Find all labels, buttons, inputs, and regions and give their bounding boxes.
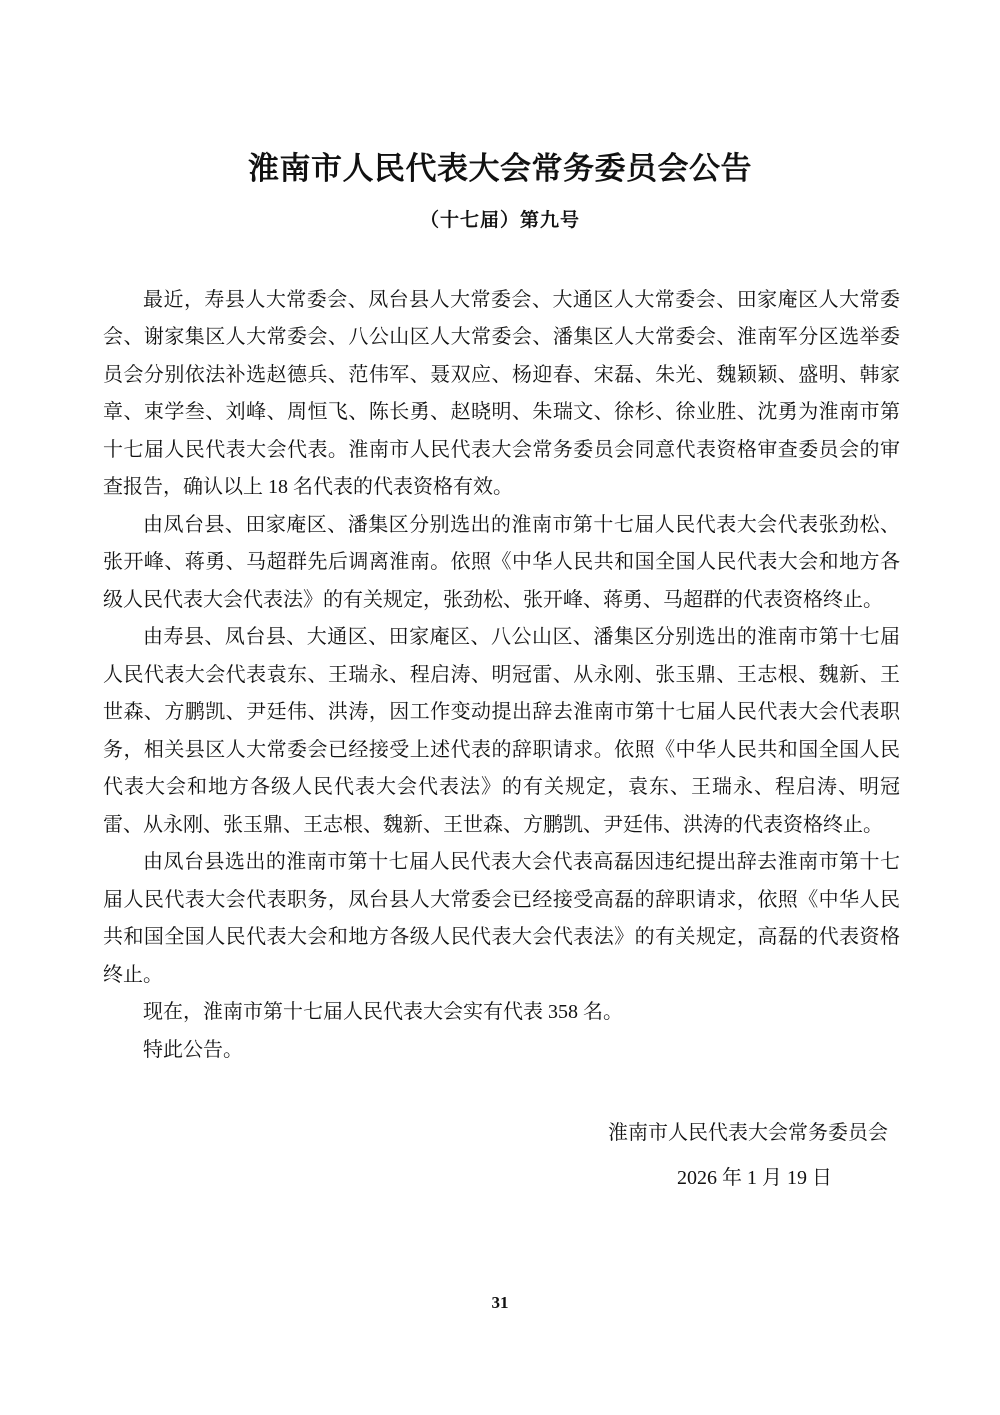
paragraph-1: 最近，寿县人大常委会、凤台县人大常委会、大通区人大常委会、田家庵区人大常委会、谢家集区人大常委会、八公山区人大常委会、潘集区人大常委会、淮南军分区选举委员会分别依法补选赵德兵、范伟军、聂双应、杨迎春、宋磊、朱光、魏颖颖、盛明、韩家章、束学叁、刘峰、周恒飞、陈长勇、赵晓明、朱瑞文、徐杉、徐业胜、沈勇为淮南市第十七届人民代表大会代表。淮南市人民代表大会常务委员会同意代表资格审查委员会的审查报告，确认以上 18 名代表的代表资格有效。 <box>103 288 900 499</box>
page-number: 31 <box>491 1293 509 1312</box>
document-title: 淮南市人民代表大会常务委员会公告 <box>248 151 752 186</box>
document-body <box>103 282 900 1070</box>
paragraph-5: 现在，淮南市第十七届人民代表大会实有代表 358 名。 <box>143 1001 623 1024</box>
paragraph-3: 由寿县、凤台县、大通区、田家庵区、八公山区、潘集区分别选出的淮南市第十七届人民代表大会代表袁东、王瑞永、程启涛、明冠雷、从永刚、张玉鼎、王志根、魏新、王世森、方鹏凯、尹廷伟、洪涛，因工作变动提出辞去淮南市第十七届人民代表大会代表职务，相关县区人大常委会已经接受上述代表的辞职请求。依照《中华人民共和国全国人民代表大会和地方各级人民代表大会代表法》的有关规定，袁东、王瑞永、程启涛、明冠雷、从永刚、张玉鼎、王志根、魏新、王世森、方鹏凯、尹廷伟、洪涛的代表资格终止。 <box>103 626 900 836</box>
paragraph-2: 由凤台县、田家庵区、潘集区分别选出的淮南市第十七届人民代表大会代表张劲松、张开峰、蒋勇、马超群先后调离淮南。依照《中华人民共和国全国人民代表大会和地方各级人民代表大会代表法》的有关规定，张劲松、张开峰、蒋勇、马超群的代表资格终止。 <box>103 513 900 611</box>
document-subtitle: （十七届）第九号 <box>419 209 580 231</box>
paragraph-6: 特此公告。 <box>143 1038 243 1061</box>
paragraph-4: 由凤台县选出的淮南市第十七届人民代表大会代表高磊因违纪提出辞去淮南市第十七届人民代表大会代表职务，凤台县人大常委会已经接受高磊的辞职请求，依照《中华人民共和国全国人民代表大会和地方各级人民代表大会代表法》的有关规定，高磊的代表资格终止。 <box>103 851 900 986</box>
issuer-signature: 淮南市人民代表大会常务委员会 <box>608 1122 888 1145</box>
issue-date: 2026 年 1 月 19 日 <box>677 1166 832 1189</box>
